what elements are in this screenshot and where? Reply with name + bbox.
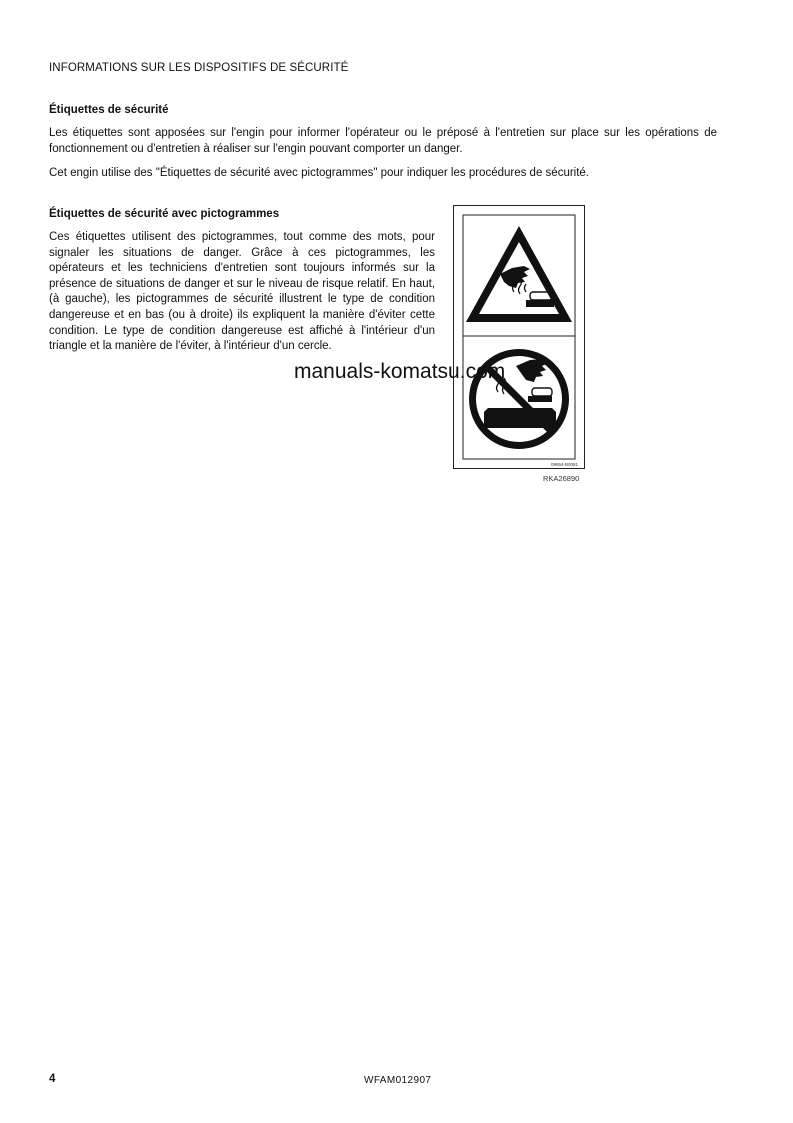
safety-label-figure (453, 205, 585, 469)
section-paragraph: Les étiquettes sont apposées sur l'engin pour informer l'opérateur ou le préposé à l'entretien sur place sur les opérations de fonctionnement ou d'entretien à réaliser sur l'engin pouvant comporter un danger. (49, 127, 717, 155)
section-title-pictogram-labels: Étiquettes de sécurité avec pictogrammes (49, 208, 280, 220)
watermark: manuals-komatsu.com (294, 360, 506, 383)
label-part-code: 09654-B0081 (550, 462, 578, 467)
section-paragraph: Cet engin utilise des "Étiquettes de sécurité avec pictogrammes" pour indiquer les procédures de sécurité. (49, 167, 590, 179)
safety-label-drawing (454, 206, 584, 468)
document-code: WFAM012907 (364, 1075, 432, 1086)
section-paragraph: Ces étiquettes utilisent des pictogrammes, tout comme des mots, pour signaler les situations de danger. Grâce à ces pictogrammes, les opérateurs et les techniciens d'entretien sont toujours informés sur la présence de situations de danger et sur le niveau de risque relatif. En haut, (à gauche), les pictogrammes de sécurité illustrent le type de condition dangereuse et en bas (ou à droite) ils expliquent la manière d'éviter cette condition. Le type de condition dangereuse est affiché à l'intérieur d'un triangle et la manière de l'éviter, à l'intérieur d'un cercle. (49, 231, 435, 353)
warning-triangle-hand-hot-surface-icon (466, 226, 572, 322)
figure-id: RKA26890 (543, 474, 580, 483)
section-title-safety-labels: Étiquettes de sécurité (49, 104, 169, 116)
page-number: 4 (49, 1073, 56, 1085)
running-header: INFORMATIONS SUR LES DISPOSITIFS DE SÉCURITÉ (49, 62, 349, 74)
